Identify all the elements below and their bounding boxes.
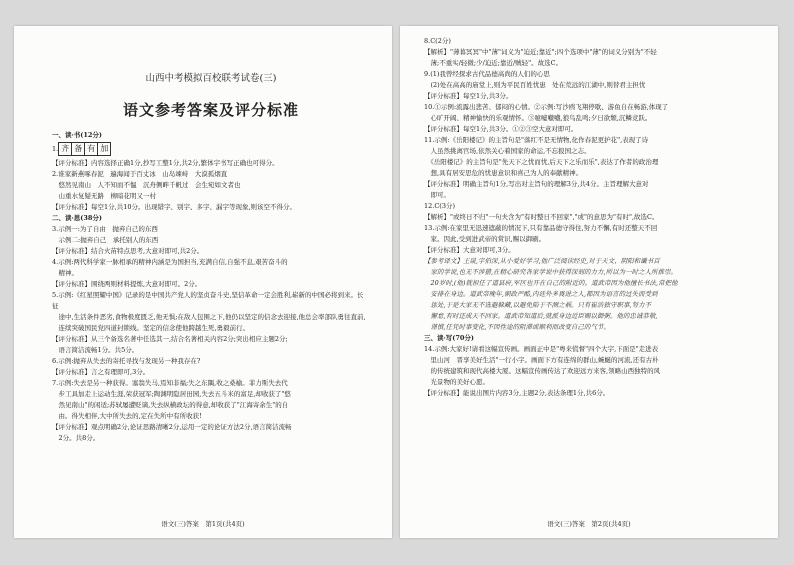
line-text: 3.示例一:为了自由 抛弃自己的东西	[52, 225, 158, 233]
line-text: 里山河 晋享美好生活"一行小字。画面下方有连绵的群山,蜿蜒的河流,还有古朴	[424, 356, 659, 364]
line-text: 9.(1)我曾经探求古代品德高尚的人们的心思	[424, 70, 550, 78]
answer-line	[52, 345, 370, 356]
answer-line	[424, 300, 760, 311]
line-text: 人虽然挑离官场,依然关心着国家的命运,不忘报国之志。	[424, 147, 591, 155]
line-text: 6.示例:抛弃从失去的寄托寻找与发现另一种我存在?	[52, 357, 201, 365]
line-text: 【评分标准】结合火苗特点思考,大意对即可,共2分。	[52, 247, 204, 255]
answer-line	[52, 290, 370, 312]
line-text: 【解析】"薄暮冥冥"中"薄"词义为"迫近;靠近";四个选项中"薄"的词义分别为"不轻	[424, 48, 657, 56]
answer-line	[52, 433, 370, 444]
line-text: 1.	[52, 145, 59, 153]
line-text: 悠然见南山 人不知而不愠 沉舟侧畔千帆过 会生宛如文者也	[52, 181, 241, 189]
answer-line	[424, 146, 760, 157]
answer-page-2	[400, 26, 778, 538]
line-text: 由。得失相伴,大中所失去的,定在失所中有所收获!	[52, 412, 202, 420]
section-heading	[424, 333, 760, 344]
answer-line	[424, 366, 760, 377]
answer-line	[424, 102, 760, 113]
line-text: 想,具有居安思危的忧患意识和喜己为人的奉献精神。	[424, 169, 583, 177]
line-text: 【参考译文】王晟,字伯深,从小爱好学习,他广泛阅读经史,对于天文、阴阳和谶书百	[424, 257, 660, 265]
answer-line	[52, 180, 370, 191]
answer-title: 语文参考答案及评分标准	[122, 101, 299, 119]
answer-line	[52, 235, 370, 246]
answer-line	[52, 378, 370, 389]
answer-line	[52, 202, 370, 213]
answer-line	[52, 224, 370, 235]
answer-line	[52, 257, 370, 268]
line-text: 20岁时,(他)就担任了道县府,军区也开在自己的附近的。道武帝因为他擅长书法,常把他	[424, 279, 678, 287]
answer-line	[52, 334, 370, 345]
line-text: 【评分标准】观点明确2分,论证思路清晰2分,运用一定的论证方法2分,语言简洁流畅	[52, 423, 292, 431]
answer-line	[52, 323, 370, 334]
line-text: 然见南山"的闲适;苏轼屡遭贬谪,失去纵横政坛的得意,却收获了"江海寄余生"的自	[52, 401, 289, 409]
line-text: 【评分标准】从三个备选名著中任选其一,结合名著相关内容2分;突出相应主题2分;	[52, 335, 288, 343]
line-text: 【解析】"或终日不归"一句夫含为"有时整日不回家","或"的意思为"有时",故选C。	[424, 213, 659, 221]
line-text: 二、读·思(38分)	[52, 214, 102, 222]
character-box: 有	[84, 142, 98, 156]
page-footer: 语文(三)答案 第2页(共4页)	[547, 520, 631, 528]
page-2-body	[424, 36, 760, 399]
line-text: 【评分标准】能说出图片内容3分,主题2分,表达条理1分,共6分。	[424, 389, 610, 397]
answer-line	[424, 344, 760, 355]
answer-line	[52, 400, 370, 411]
line-text: 山重水复疑无路 柳暗花明又一村	[52, 192, 156, 200]
answer-line	[424, 245, 760, 256]
line-text: 家的学说,也无不涉猎,在精心研究各家学说中获得深刻的力力,所以为一时之人所推崇。	[424, 268, 678, 276]
answer-line	[424, 190, 760, 201]
line-text: 安排在身边。道武帝晚年,朝政严酷,内廷外多畏进之人,都因为语言的过失而受到	[424, 290, 658, 298]
answer-line	[424, 322, 760, 333]
line-text: 家。因此,受到进武帝的赏识,赐以御刷。	[424, 235, 546, 243]
answer-line	[424, 157, 760, 168]
line-text: 精神。	[52, 269, 78, 277]
answer-line	[424, 47, 760, 58]
answer-line	[424, 135, 760, 146]
line-text: 示例二:抛弃自己 承托别人的东西	[52, 236, 159, 244]
line-text: 【评分标准】言之有理即可,3分。	[52, 368, 150, 376]
line-text: 懈怠,有时还成天不回家。道武帝知道后,就派身边近臣赐以御粥。他的忠诚恭敬,	[424, 312, 658, 320]
answer-line	[424, 113, 760, 124]
answer-line	[52, 279, 370, 290]
answer-line	[424, 355, 760, 366]
line-text: 三、读·写(70分)	[424, 334, 474, 342]
line-text: 惩处,于是大家无不选避躲藏,以避免陷于不测之祸。只有崔浩独守职事,努力不	[424, 301, 652, 309]
line-text: 7.示例:失去是另一种获得。塞翁失马,焉知非福;失之东隅,收之桑榆。菲力斯失去代	[52, 379, 288, 387]
answer-line	[52, 158, 370, 169]
line-text: 5.示例:《红星照耀中国》记录的是中国共产党人的坚贞奋斗史,坚信革命一定会胜利,崭新的中国必将到来。长征	[52, 291, 364, 310]
line-text: 【评分标准】内容选择正确1分,抄写工整1分,共2分,繁体字书写正确也可得分。	[52, 159, 279, 167]
answer-line	[424, 377, 760, 388]
line-text: 即可。	[424, 191, 450, 199]
answer-page-1	[14, 26, 392, 538]
line-text: 【评分标准】每空1分,共10分。出现错字、别字、多字、漏字等现象,则该空不得分。	[52, 203, 297, 211]
answer-line	[424, 80, 760, 91]
line-text: 2.谁家新燕啄春泥 遍海闻于百丈冰 山岛竦峙 大漠孤烟直	[52, 170, 228, 178]
answer-line	[424, 267, 760, 278]
answer-line	[52, 389, 370, 400]
answer-line	[52, 356, 370, 367]
answer-line	[424, 168, 760, 179]
answer-line	[424, 179, 760, 190]
line-text: 光景物的美好心愿。	[424, 378, 489, 386]
line-text: 连续突破国民党四道封锁线。坚定的信念使他跨越生死,勇毅前行。	[52, 324, 250, 332]
answer-line	[52, 367, 370, 378]
line-text: 一、读·书(12分)	[52, 131, 102, 139]
line-text: 【评分标准】每空1分,共3分。	[424, 92, 513, 100]
section-heading	[52, 213, 370, 224]
page-1-body	[52, 130, 370, 444]
answer-line	[424, 212, 760, 223]
line-text: 10.①示例:流露出悲苦、郁闷的心情。②示例:写沙鸥飞翔停歇、游鱼自在畅游,体现了	[424, 103, 669, 111]
answer-line	[424, 91, 760, 102]
line-text: 的传统建筑和现代高楼大厦。这幅宣传画传达了欢迎远方来客,领略山西独特的风	[424, 367, 661, 375]
answer-line	[424, 223, 760, 234]
answer-line	[52, 169, 370, 180]
character-box: 备	[71, 142, 85, 156]
answer-line	[424, 256, 760, 267]
line-text: 8.C(2分)	[424, 37, 451, 45]
exam-title: 山西中考模拟百校联考试卷(三)	[145, 73, 277, 84]
line-text: 【评分标准】大意对即可,3分。	[424, 246, 515, 254]
answer-line	[424, 278, 760, 289]
answer-line	[424, 388, 760, 399]
answer-line	[424, 234, 760, 245]
line-text: 2分。共8分。	[52, 434, 100, 442]
answer-line	[424, 311, 760, 322]
character-box: 齐	[58, 142, 72, 156]
line-text: (2)处在高高的庙堂上,则为平民百姓忧患 处在荒远的江湖中,则替君主担忧	[424, 81, 646, 89]
answer-line	[424, 69, 760, 80]
line-text: 【评分标准】围绕两则材料提炼,大意对即可。2分。	[52, 280, 202, 288]
answer-line	[52, 411, 370, 422]
answer-line	[52, 312, 370, 323]
answer-line	[424, 289, 760, 300]
line-text: 14.示例:大家好!请看这幅宣传画。画面正中是"粤来慌督"四个大字,下面是"走进表	[424, 345, 659, 353]
answer-line	[52, 422, 370, 433]
line-text: 薄;不重实/轻微;少/迫近;靠近/贼轻"。故选C。	[424, 59, 563, 67]
answer-line	[424, 201, 760, 212]
line-text: 11.示例:《岳阳楼记》的主旨句是"落红不是无情物,化作春泥更护花",表现了诗	[424, 136, 649, 144]
line-text: 12.C(3分)	[424, 202, 456, 210]
line-text: 途中,生活条件恶劣,食物极度匮乏,他无惧;在敌人包围之下,他仍以坚定的信念去迎接,他总会率部队勇往直前,	[52, 313, 366, 321]
page-header	[52, 72, 370, 120]
line-text: 谨慎,任凭时事变化,不因性途的阻滞或顺利而改变自己的气节。	[424, 323, 610, 331]
answer-line	[424, 36, 760, 47]
line-text: 13.示例:在家里无迅速遮蔽的情况下,只有靠品德守得住,努力不懈,有时还整天不回	[424, 224, 658, 232]
answer-line	[52, 268, 370, 279]
line-text: 【评分标准】每空1分,共3分。①②③空大意对即可。	[424, 125, 578, 133]
answer-line	[52, 246, 370, 257]
line-text: 语言简洁流畅1分。共5分。	[52, 346, 139, 354]
section-heading	[52, 130, 370, 141]
line-text: 步工具加走上运动生涯,荣获冠军;陶渊明隐居田园,失去五斗米的富足,却收获了"悠	[52, 390, 291, 398]
line-text: 4.示例:两代科学家一脉相承的精神内涵是为国担当,充满自信,自强不息,艰苦奋斗的	[52, 258, 288, 266]
line-text: 【评分标准】明确主旨句1分,写出对主旨句的理解3分,共4分。主旨理解大意对	[424, 180, 649, 188]
character-boxes	[58, 142, 110, 156]
answer-line	[424, 58, 760, 69]
page-footer: 语文(三)答案 第1页(共4页)	[161, 520, 245, 528]
line-text: 《岳阳楼记》的主旨句是"先天下之忧而忧,后天下之乐而乐",表达了作者的政治理	[424, 158, 659, 166]
character-box: 加	[97, 142, 111, 156]
answer-line	[52, 191, 370, 202]
answer-line	[52, 141, 370, 158]
answer-line	[424, 124, 760, 135]
line-text: 心旷开阔、精神愉快的乐观情怀。③噫嘘嚱嚱,狼鸟乱鸣;夕日欲颓,沉鳞竞跃。	[424, 114, 652, 122]
